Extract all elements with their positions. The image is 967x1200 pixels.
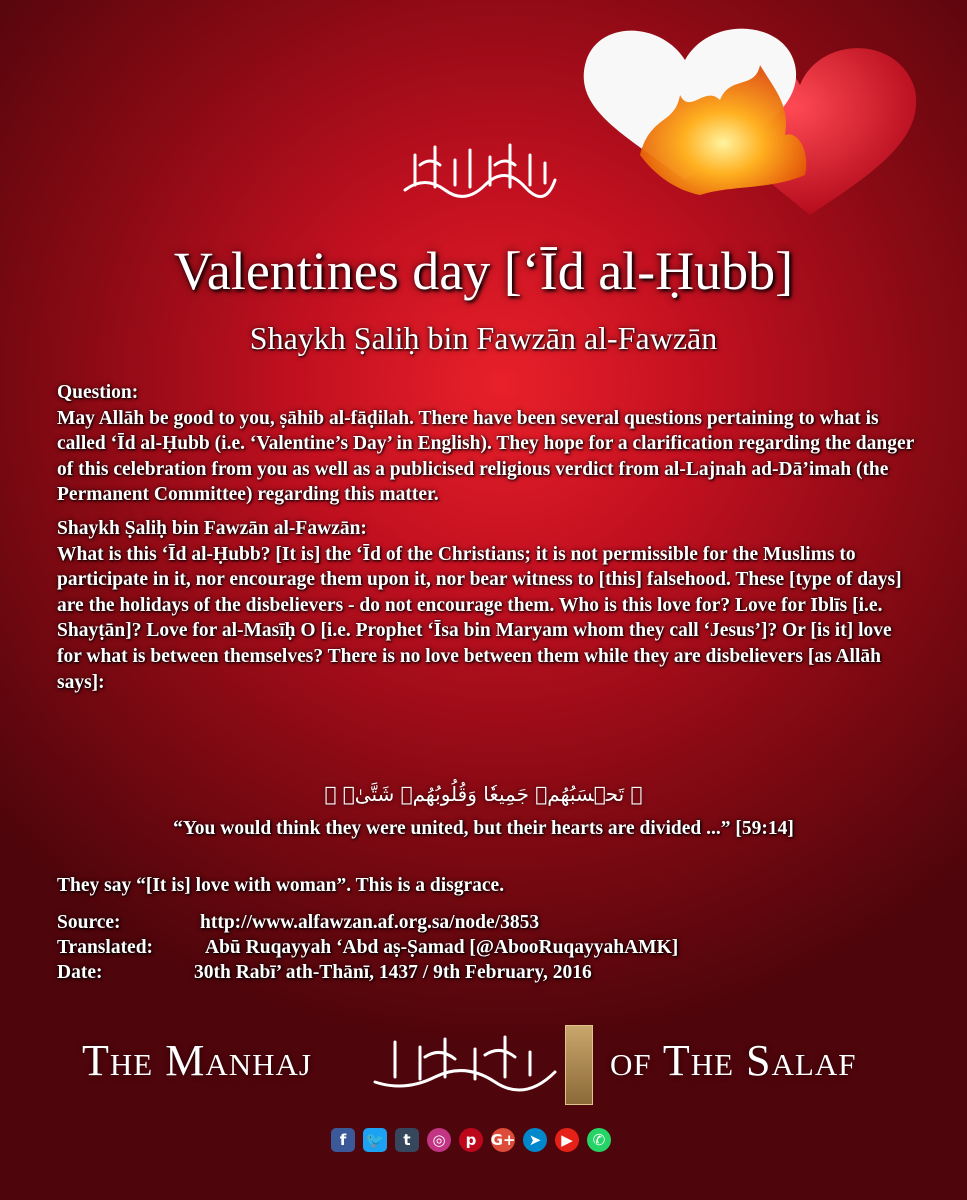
- whatsapp-icon[interactable]: ✆: [587, 1128, 611, 1152]
- social-icons-row: [331, 1128, 611, 1152]
- brand-text-left: The Manhaj: [82, 1036, 312, 1085]
- telegram-icon[interactable]: ➤: [523, 1128, 547, 1152]
- source-link[interactable]: http://www.alfawzan.af.org.sa/node/3853: [200, 912, 540, 933]
- google-plus-icon[interactable]: G+: [491, 1128, 515, 1152]
- quran-verse-arabic: ﴿ تَحۡسَبُهُمۡ جَمِيعٗا وَقُلُوبُهُمۡ شَتَّىٰۚ ﴾: [324, 782, 643, 806]
- pinterest-icon[interactable]: p: [459, 1128, 483, 1152]
- brand-text-right: of The Salaf: [610, 1036, 857, 1085]
- author-subtitle: Shaykh Ṣaliḥ bin Fawzān al-Fawzān: [249, 320, 718, 356]
- basmala-calligraphy: [395, 135, 565, 205]
- closing-statement: They say “[It is] love with woman”. This is a disgrace.: [57, 875, 505, 896]
- tumblr-icon[interactable]: t: [395, 1128, 419, 1152]
- date-value: 30th Rabī’ ath-Thānī, 1437 / 9th February, 2016: [194, 962, 592, 983]
- article-body: [57, 380, 917, 703]
- translated-value: Abū Ruqayyah ‘Abd aṣ-Ṣamad [@AbooRuqayyahAMK]: [205, 937, 679, 958]
- translated-label: Translated:: [57, 937, 154, 958]
- date-row: [57, 960, 678, 985]
- answer-section: [57, 516, 917, 695]
- burning-hearts-image: [580, 15, 920, 215]
- page-title: Valentines day [‘Īd al-Ḥubb]: [173, 241, 794, 301]
- translated-row: [57, 935, 678, 960]
- answer-text: What is this ‘Īd al-Ḥubb? [It is] the ‘Īd of the Christians; it is not permissible for the Muslims to participate in it, nor encourage them upon it, nor bear witness to [this] falsehood. These [type of days] are the holidays of the disbelievers - do not encourage them. Who is this love for? Love for Iblīs [i.e. Shayṭān]? Love for al-Masīḥ O [i.e. Prophet ‘Īsa bin Maryam whom they call ‘Jesus’]? Or [is it] love for what is between themselves? There is no love between them while they are disbelievers [as Allāh says]:: [57, 543, 902, 693]
- question-text: May Allāh be good to you, ṣāhib al-fāḍilah. There have been several questions pertaining to what is called ‘Īd al-Ḥubb (i.e. ‘Valentine’s Day’ in English). They hope for a clarification regarding the danger of this celebration from you as well as a publicised religious verdict from al-Lajnah ad-Dā’imah (the Permanent Committee) regarding this matter.: [57, 407, 914, 506]
- brand-emblem: [565, 1025, 593, 1105]
- source-row: [57, 910, 678, 935]
- quran-verse-translation: “You would think they were united, but their hearts are divided ...” [59:14]: [173, 818, 794, 839]
- source-info: [57, 910, 678, 985]
- date-label: Date:: [57, 962, 103, 983]
- answer-label: Shaykh Ṣaliḥ bin Fawzān al-Fawzān:: [57, 517, 367, 539]
- facebook-icon[interactable]: f: [331, 1128, 355, 1152]
- brand-arabic-calligraphy: [365, 1027, 565, 1097]
- youtube-icon[interactable]: ▶: [555, 1128, 579, 1152]
- question-label: Question:: [57, 382, 139, 403]
- twitter-icon[interactable]: 🐦: [363, 1128, 387, 1152]
- instagram-icon[interactable]: ◎: [427, 1128, 451, 1152]
- question-section: [57, 380, 917, 508]
- source-label: Source:: [57, 912, 121, 933]
- brand-logo: [0, 1025, 967, 1105]
